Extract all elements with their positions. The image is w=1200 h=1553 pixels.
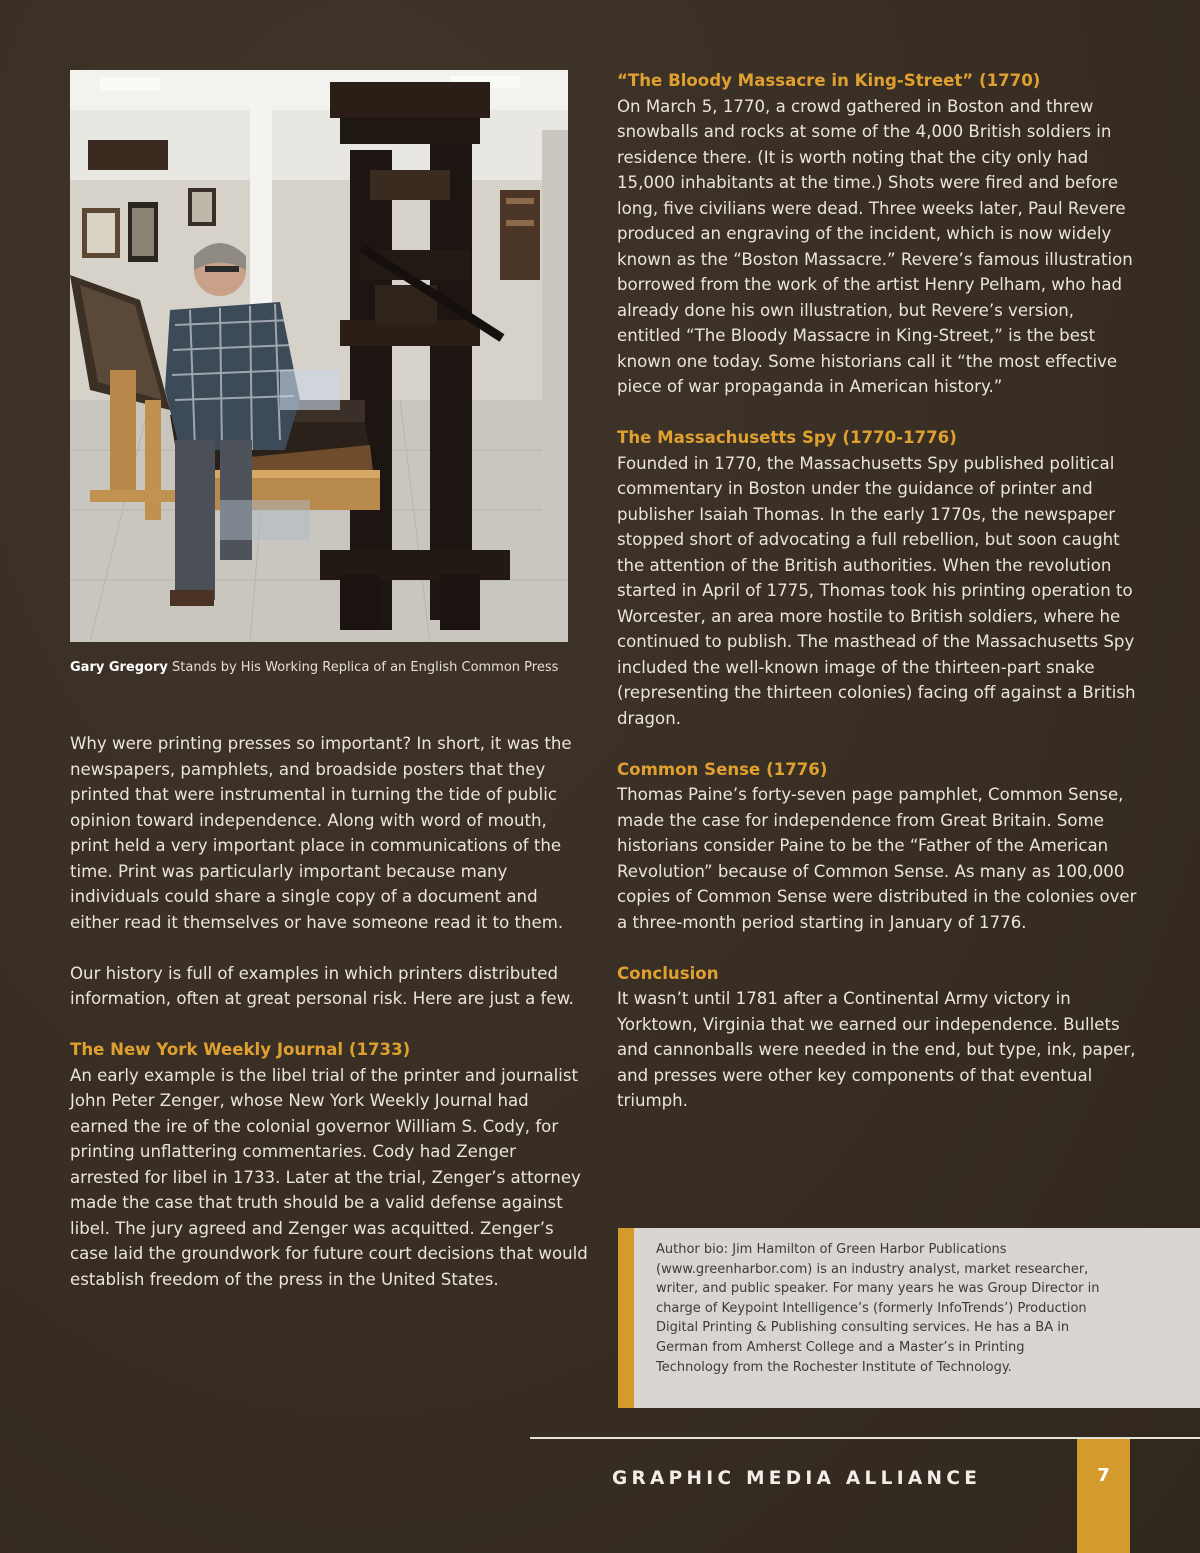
section-heading-conclusion: Conclusion [617, 963, 719, 983]
photo-caption [70, 660, 590, 675]
section-heading-massachusetts-spy: The Massachusetts Spy (1770-1776) [617, 428, 957, 447]
section-heading-common-sense: Common Sense (1776) [617, 759, 828, 779]
section-heading-new-york-weekly-journal: The New York Weekly Journal (1733) [70, 1040, 411, 1059]
section-body-bloody-massacre: On March 5, 1770, a crowd gathered in Boston and threw snowballs and rocks at some of the 4,000 British soldiers in residence there. (It is worth noting that the city only had 15,000 inhabitants at the time.) Shots were fired and before long, five civilians were dead. Three weeks later, Paul Revere produced an engraving of the incident, which is now widely known as the “Boston Massacre.” Revere’s famous illustration borrowed from the work of the artist Henry Pelham, who had already done his own illustration, but Revere’s version, entitled “The Bloody Massacre in King-Street,” is the best known one today. Some historians call it “the most effective piece of war propaganda in American history.” [617, 96, 1133, 396]
right-column [617, 68, 1137, 1114]
author-bio-text: Author bio: Jim Hamilton of Green Harbor Publications (www.greenharbor.com) is an industry analyst, market researcher, writer, and public speaker. For many years he was Group Director in charge of Keypoint Intelligence’s (formerly InfoTrends’) Production Digital Printing & Publishing consulting services. He has a BA in German from Amherst College and a Master’s in Printing Technology from the Rochester Institute of Technology. [656, 1242, 1100, 1375]
page-number-tab [1077, 1439, 1130, 1553]
author-bio-box [618, 1228, 1200, 1408]
caption-name: Gary Gregory [70, 660, 168, 675]
photo-illustration [70, 70, 568, 642]
intro-paragraph-2: Our history is full of examples in which printers distributed information, often at great personal risk. Here are just a few. [70, 963, 574, 1008]
section-body-new-york-weekly-journal: An early example is the libel trial of the printer and journalist John Peter Zenger, whose New York Weekly Journal had earned the ire of the colonial governor William S. Cody, for printing unflattering commentaries. Cody had Zenger arrested for libel in 1733. Later at the trial, Zenger’s attorney made the case that truth should be a valid defense against libel. The jury agreed and Zenger was acquitted. Zenger’s case laid the groundwork for future court decisions that would establish freedom of the press in the United States. [70, 1065, 588, 1289]
section-heading-bloody-massacre: “The Bloody Massacre in King-Street” (1770) [617, 71, 1041, 90]
section-body-massachusetts-spy: Founded in 1770, the Massachusetts Spy published political commentary in Boston under the guidance of printer and publisher Isaiah Thomas. In the early 1770s, the newspaper stopped short of advocating a full rebellion, but soon caught the attention of the British authorities. When the revolution started in April of 1775, Thomas took his printing operation to Worcester, an area more hostile to British soldiers, where he continued to publish. The masthead of the Massachusetts Spy included the well-known image of the thirteen-part snake (representing the thirteen colonies) facing off against a British dragon. [617, 453, 1136, 728]
footer-publication-name: GRAPHIC MEDIA ALLIANCE [612, 1468, 982, 1489]
caption-text: Stands by His Working Replica of an English Common Press [167, 660, 559, 675]
intro-paragraph-1: Why were printing presses so important? In short, it was the newspapers, pamphlets, and broadside posters that they printed that were instrumental in turning the tide of public opinion toward independence. Along with word of mouth, print held a very important place in communications of the time. Print was particularly important because many individuals could share a single copy of a document and either read it themselves or have someone read it to them. [70, 734, 572, 932]
section-body-common-sense: Thomas Paine’s forty-seven page pamphlet, Common Sense, made the case for independence from Great Britain. Some historians consider Paine to be the “Father of the American Revolution” because of Common Sense. As many as 100,000 copies of Common Sense were distributed in the colonies over a three-month period starting in January of 1776. [617, 785, 1137, 932]
printing-press-photo [70, 70, 568, 642]
page-number: 7 [1097, 1465, 1110, 1486]
left-column [70, 731, 590, 1292]
section-body-conclusion: It wasn’t until 1781 after a Continental Army victory in Yorktown, Virginia that we earned our independence. Bullets and cannonballs were needed in the end, but type, ink, paper, and presses were other key components of that eventual triumph. [617, 989, 1136, 1110]
author-bio-accent-bar [618, 1228, 634, 1408]
